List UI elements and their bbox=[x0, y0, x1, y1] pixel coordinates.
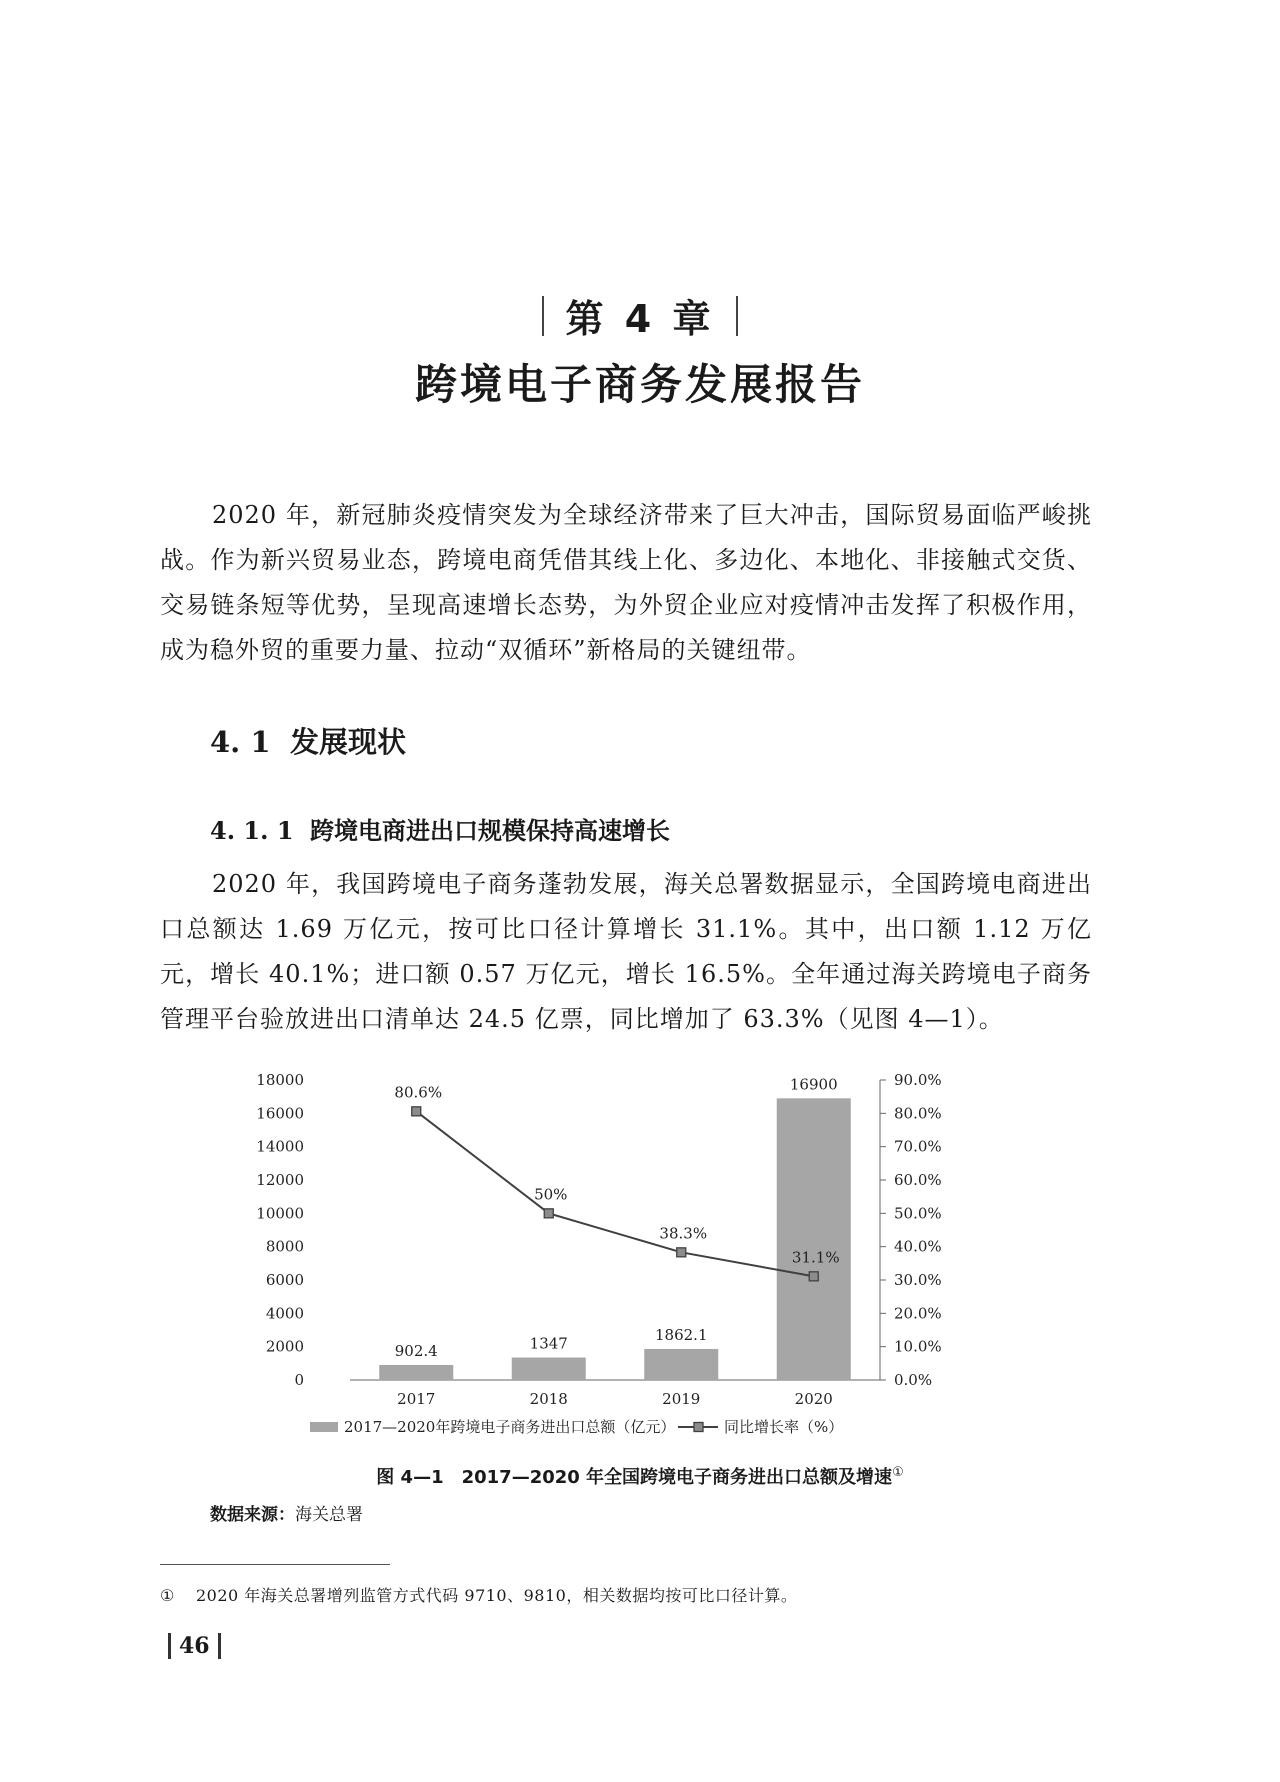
page-number-left-rule bbox=[168, 1633, 171, 1659]
subsection-title: 跨境电商进出口规模保持高速增长 bbox=[310, 817, 670, 845]
growth-rate-marker bbox=[412, 1107, 421, 1116]
growth-rate-label: 31.1% bbox=[791, 1248, 840, 1267]
growth-rate-label: 38.3% bbox=[659, 1224, 708, 1243]
bar bbox=[379, 1365, 453, 1380]
left-axis-tick-label: 12000 bbox=[256, 1171, 304, 1189]
bar bbox=[777, 1098, 851, 1380]
intro-paragraph: 2020 年，新冠肺炎疫情突发为全球经济带来了巨大冲击，国际贸易面临严峻挑战。作为新兴贸易业态，跨境电商凭借其线上化、多边化、本地化、非接触式交货、交易链条短等优势，呈现高速增长态势，为外贸企业应对疫情冲击发挥了积极作用，成为稳外贸的重要力量、拉动“双循环”新格局的关键纽带。 bbox=[160, 501, 1092, 664]
left-axis-tick-label: 16000 bbox=[256, 1104, 304, 1123]
x-tick-label: 2017 bbox=[397, 1390, 436, 1408]
footnote bbox=[160, 1583, 797, 1606]
legend-line-marker bbox=[694, 1423, 703, 1432]
growth-rate-marker bbox=[544, 1209, 553, 1218]
figure-caption-text: 图 4—1 2017—2020 年全国跨境电子商务进出口总额及增速 bbox=[376, 1467, 893, 1488]
chart bbox=[256, 1058, 970, 1458]
legend-line-label: 同比增长率（%） bbox=[724, 1418, 844, 1436]
chapter-number-text: 第 4 章 bbox=[565, 297, 715, 341]
left-axis-tick-label: 14000 bbox=[256, 1137, 304, 1156]
right-axis-tick-label: 10.0% bbox=[894, 1337, 942, 1356]
left-axis-tick-label: 0 bbox=[294, 1371, 304, 1389]
body-paragraph: 2020 年，我国跨境电子商务蓬勃发展，海关总署数据显示，全国跨境电商进出口总额达 1.69 万亿元，按可比口径计算增长 31.1%。其中，出口额 1.12 万亿元，增长 40.1%；进口额 0.57 万亿元，增长 16.5%。全年通过海关跨境电子商务管理平台验放进出口清单达 24.5 亿票，同比增加了 63.3%（见图 4—1）。 bbox=[160, 870, 1092, 1033]
left-axis-tick-label: 10000 bbox=[256, 1204, 304, 1223]
section-title: 发展现状 bbox=[290, 725, 407, 759]
figure-footnote-mark: ① bbox=[892, 1465, 904, 1480]
right-axis-tick-label: 0.0% bbox=[894, 1371, 933, 1389]
left-axis-tick-label: 6000 bbox=[265, 1271, 304, 1289]
chapter-right-rule bbox=[736, 296, 738, 336]
right-axis-tick-label: 50.0% bbox=[894, 1204, 942, 1223]
figure-source bbox=[210, 1500, 363, 1525]
subsection-heading bbox=[210, 811, 670, 846]
growth-rate-label: 50% bbox=[534, 1185, 568, 1204]
x-tick-label: 2020 bbox=[794, 1390, 833, 1408]
legend-bar-swatch bbox=[310, 1422, 338, 1432]
legend-bar-label: 2017—2020年跨境电子商务进出口总额（亿元） bbox=[344, 1418, 676, 1436]
right-axis-tick-label: 20.0% bbox=[894, 1304, 942, 1323]
x-tick-label: 2019 bbox=[662, 1390, 701, 1408]
left-axis-tick-label: 2000 bbox=[265, 1337, 304, 1356]
right-axis-tick-label: 30.0% bbox=[894, 1271, 942, 1289]
page-number-right-rule bbox=[218, 1633, 221, 1659]
footnote-text: 2020 年海关总署增列监管方式代码 9710、9810，相关数据均按可比口径计算。 bbox=[196, 1586, 798, 1605]
bar-value-label: 1347 bbox=[529, 1334, 568, 1353]
right-axis-tick-label: 70.0% bbox=[894, 1137, 942, 1156]
page-number bbox=[160, 1632, 229, 1659]
footnote-mark: ① bbox=[160, 1586, 175, 1605]
right-axis-tick-label: 60.0% bbox=[894, 1171, 942, 1189]
bar bbox=[512, 1358, 586, 1380]
bar-value-label: 16900 bbox=[789, 1075, 838, 1094]
footnote-rule bbox=[160, 1564, 390, 1565]
figure-caption bbox=[0, 1463, 1280, 1489]
source-value: 海关总署 bbox=[295, 1505, 363, 1525]
right-axis-tick-label: 90.0% bbox=[894, 1071, 942, 1089]
left-axis-tick-label: 18000 bbox=[256, 1071, 304, 1089]
left-axis-tick-label: 8000 bbox=[265, 1237, 304, 1256]
bar bbox=[644, 1349, 718, 1380]
chapter-number bbox=[0, 288, 1280, 343]
subsection-number: 4. 1. 1 bbox=[210, 816, 294, 845]
growth-rate-marker bbox=[809, 1272, 818, 1281]
section-number: 4. 1 bbox=[210, 725, 271, 759]
growth-rate-label: 80.6% bbox=[394, 1083, 443, 1102]
source-label: 数据来源： bbox=[210, 1505, 295, 1525]
chapter-left-rule bbox=[542, 296, 544, 336]
right-axis-tick-label: 40.0% bbox=[894, 1237, 942, 1256]
chapter-title: 跨境电子商务发展报告 bbox=[414, 360, 865, 409]
bar-value-label: 1862.1 bbox=[655, 1325, 708, 1344]
growth-rate-line bbox=[416, 1111, 814, 1276]
bar-value-label: 902.4 bbox=[394, 1341, 438, 1360]
left-axis-tick-label: 4000 bbox=[265, 1304, 304, 1323]
growth-rate-marker bbox=[677, 1248, 686, 1257]
section-heading bbox=[210, 720, 406, 761]
x-tick-label: 2018 bbox=[529, 1390, 568, 1408]
right-axis-tick-label: 80.0% bbox=[894, 1104, 942, 1123]
page-number-text: 46 bbox=[179, 1633, 210, 1659]
